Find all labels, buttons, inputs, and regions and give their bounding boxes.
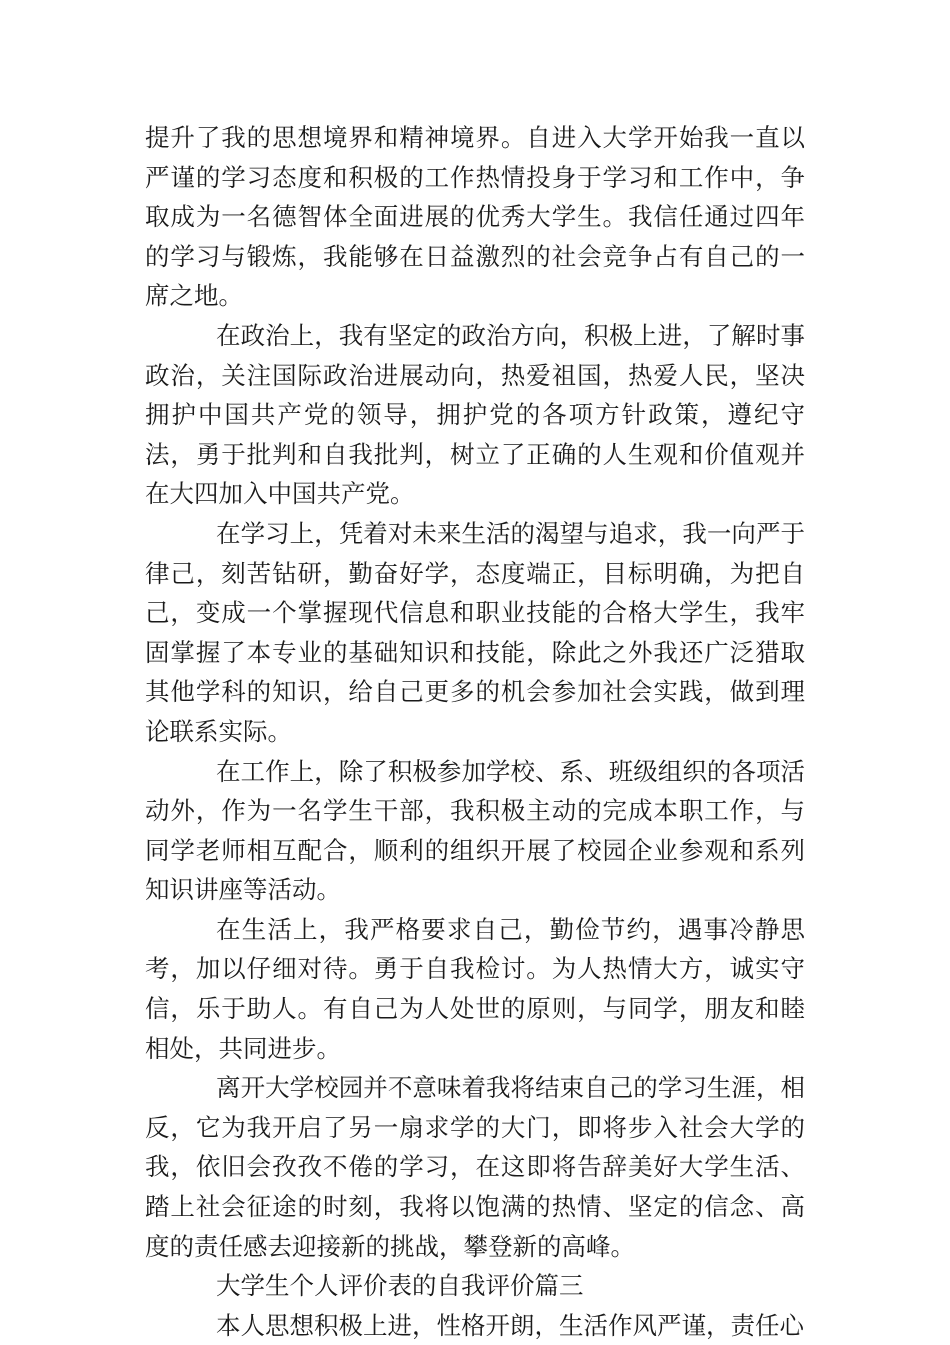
document-body bbox=[145, 118, 805, 1345]
paragraph-future: 离开大学校园并不意味着我将结束自己的学习生涯，相反，它为我开启了另一扇求学的大门，即将步入社会大学的我，依旧会孜孜不倦的学习，在这即将告辞美好大学生活、踏上社会征途的时刻，我将以饱满的热情、坚定的信念、高度的责任感去迎接新的挑战，攀登新的高峰。 bbox=[145, 1073, 805, 1261]
paragraph-continuation: 提升了我的思想境界和精神境界。自进入大学开始我一直以严谨的学习态度和积极的工作热情投身于学习和工作中，争取成为一名德智体全面进展的优秀大学生。我信任通过四年的学习与锻炼，我能够在日益激烈的社会竞争占有自己的一席之地。 bbox=[145, 123, 805, 311]
paragraph-work: 在工作上，除了积极参加学校、系、班级组织的各项活动外，作为一名学生干部，我积极主动的完成本职工作，与同学老师相互配合，顺利的组织开展了校园企业参观和系列知识讲座等活动。 bbox=[145, 756, 805, 905]
paragraph-study: 在学习上，凭着对未来生活的渴望与追求，我一向严于律己，刻苦钻研，勤奋好学，态度端正，目标明确，为把自己，变成一个掌握现代信息和职业技能的合格大学生，我牢固掌握了本专业的基础知识和技能，除此之外我还广泛猎取其他学科的知识，给自己更多的机会参加社会实践，做到理论联系实际。 bbox=[145, 518, 805, 746]
paragraph-life: 在生活上，我严格要求自己，勤俭节约，遇事冷静思考，加以仔细对待。勇于自我检讨。为人热情大方，诚实守信，乐于助人。有自己为人处世的原则，与同学，朋友和睦相处，共同进步。 bbox=[145, 914, 805, 1063]
section-heading: 大学生个人评价表的自我评价篇三 bbox=[216, 1271, 584, 1301]
paragraph-section-three-start: 本人思想积极上进，性格开朗，生活作风严谨，责任心 bbox=[216, 1310, 805, 1340]
paragraph-politics: 在政治上，我有坚定的政治方向，积极上进，了解时事政治，关注国际政治进展动向，热爱祖国，热爱人民，坚决拥护中国共产党的领导，拥护党的各项方针政策，遵纪守法，勇于批判和自我批判，树立了正确的人生观和价值观并在大四加入中国共产党。 bbox=[145, 320, 805, 509]
